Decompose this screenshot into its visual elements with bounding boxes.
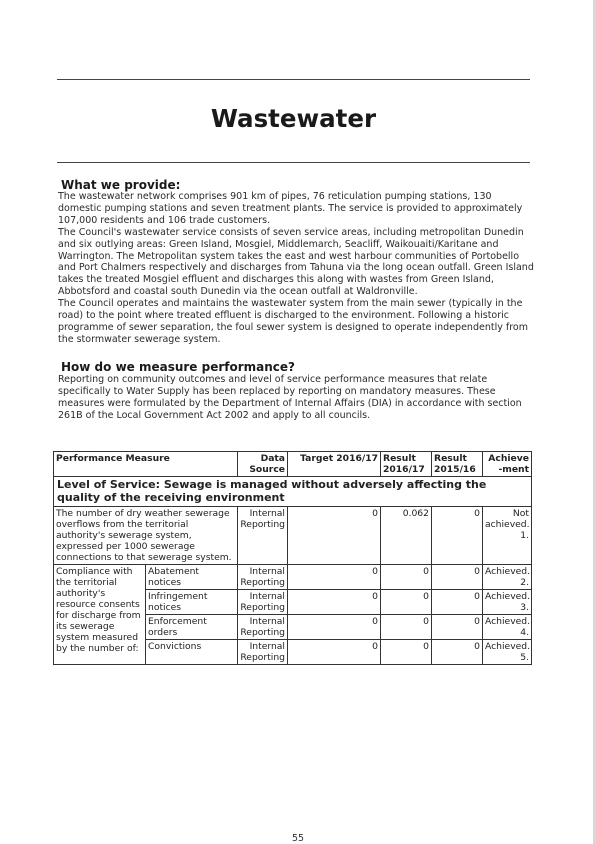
performance-table (53, 451, 532, 665)
achievement-cell: Achieved. 2. (483, 565, 532, 590)
header-achievement: Achieve -ment (483, 452, 532, 477)
level-of-service-text: Level of Service: Sewage is managed without adversely affecting the quality of the receiving environment (54, 477, 532, 507)
target-cell: 0 (288, 590, 381, 615)
achievement-cell: Achieved. 3. (483, 590, 532, 615)
what-we-provide-body (58, 191, 538, 346)
paragraph: Reporting on community outcomes and level of service performance measures that relate specifically to Water Supply has been replaced by reporting on mandatory measures. These measures were formulated by the Department of Internal Affairs (DIA) in accordance with section 261B of the Local Government Act 2002 and apply to all councils. (58, 374, 522, 421)
page-title: Wastewater (210, 104, 377, 133)
page-number: 55 (291, 833, 305, 844)
result-2016-17-cell: 0 (381, 590, 432, 615)
data-source-cell: Internal Reporting (238, 590, 288, 615)
result-2015-16-cell: 0 (432, 507, 483, 565)
result-2016-17-cell: 0 (381, 565, 432, 590)
measure-performance-heading: How do we measure performance? (61, 360, 296, 374)
data-source-cell: Internal Reporting (238, 507, 288, 565)
table-header-row (54, 452, 532, 477)
paragraph: The Council operates and maintains the wastewater system from the main sewer (typically in the road) to the point where treated effluent is discharged to the environment. Following a historic programme of sewer separation, the foul sewer system is designed to operate independently from the stormwater sewerage system. (58, 298, 528, 345)
header-performance-measure: Performance Measure (54, 452, 238, 477)
result-2015-16-cell: 0 (432, 615, 483, 640)
header-result-2016-17: Result 2016/17 (381, 452, 432, 477)
result-2016-17-cell: 0 (381, 640, 432, 665)
target-cell: 0 (288, 615, 381, 640)
title-rule (57, 162, 530, 163)
data-source-cell: Internal Reporting (238, 640, 288, 665)
top-rule (57, 79, 530, 80)
achievement-cell: Achieved. 5. (483, 640, 532, 665)
achievement-cell: Achieved. 4. (483, 615, 532, 640)
target-cell: 0 (288, 640, 381, 665)
paragraph: The wastewater network comprises 901 km of pipes, 76 reticulation pumping stations, 130 domestic pumping stations and seven treatment plants. The service is provided to approximately 107,000 residents and 106 trade customers. (58, 191, 523, 226)
sub-measure-label: Infringement notices (146, 590, 238, 615)
compliance-measure: Compliance with the territorial authority's resource consents for discharge from its sewerage system measured by the number of: (54, 565, 146, 665)
target-cell: 0 (288, 507, 381, 565)
level-of-service-row (54, 477, 532, 507)
result-2016-17-cell: 0 (381, 615, 432, 640)
result-2015-16-cell: 0 (432, 565, 483, 590)
header-result-2015-16: Result 2015/16 (432, 452, 483, 477)
header-data-source: Data Source (238, 452, 288, 477)
data-source-cell: Internal Reporting (238, 565, 288, 590)
sub-measure-label: Enforcement orders (146, 615, 238, 640)
result-2015-16-cell: 0 (432, 590, 483, 615)
header-target: Target 2016/17 (288, 452, 381, 477)
table-row (54, 565, 532, 590)
target-cell: 0 (288, 565, 381, 590)
sub-measure-label: Abatement notices (146, 565, 238, 590)
data-source-cell: Internal Reporting (238, 615, 288, 640)
result-2015-16-cell: 0 (432, 640, 483, 665)
measure-performance-body (58, 374, 538, 422)
result-2016-17-cell: 0.062 (381, 507, 432, 565)
what-we-provide-heading: What we provide: (61, 178, 181, 192)
table-row (54, 507, 532, 565)
achievement-cell: Not achieved. 1. (483, 507, 532, 565)
dry-weather-overflows-measure: The number of dry weather sewerage overflows from the territorial authority's sewerage system, expressed per 1000 sewerage connections to that sewerage system. (54, 507, 238, 565)
paragraph: The Council's wastewater service consists of seven service areas, including metropolitan Dunedin and six outlying areas: Green Island, Mosgiel, Middlemarch, Seacliff, Waikouaiti/Karitane and Warrington. The Metropolitan system takes the east and west harbour communities of Portobello and Port Chalmers respectively and discharges from Tahuna via the long ocean outfall. Green Island takes the treated Mosgiel effluent and discharges this along with wastes from Green Island, Abbotsford and coastal south Dunedin via the ocean outfall at Waldronville. (58, 226, 534, 298)
sub-measure-label: Convictions (146, 640, 238, 665)
